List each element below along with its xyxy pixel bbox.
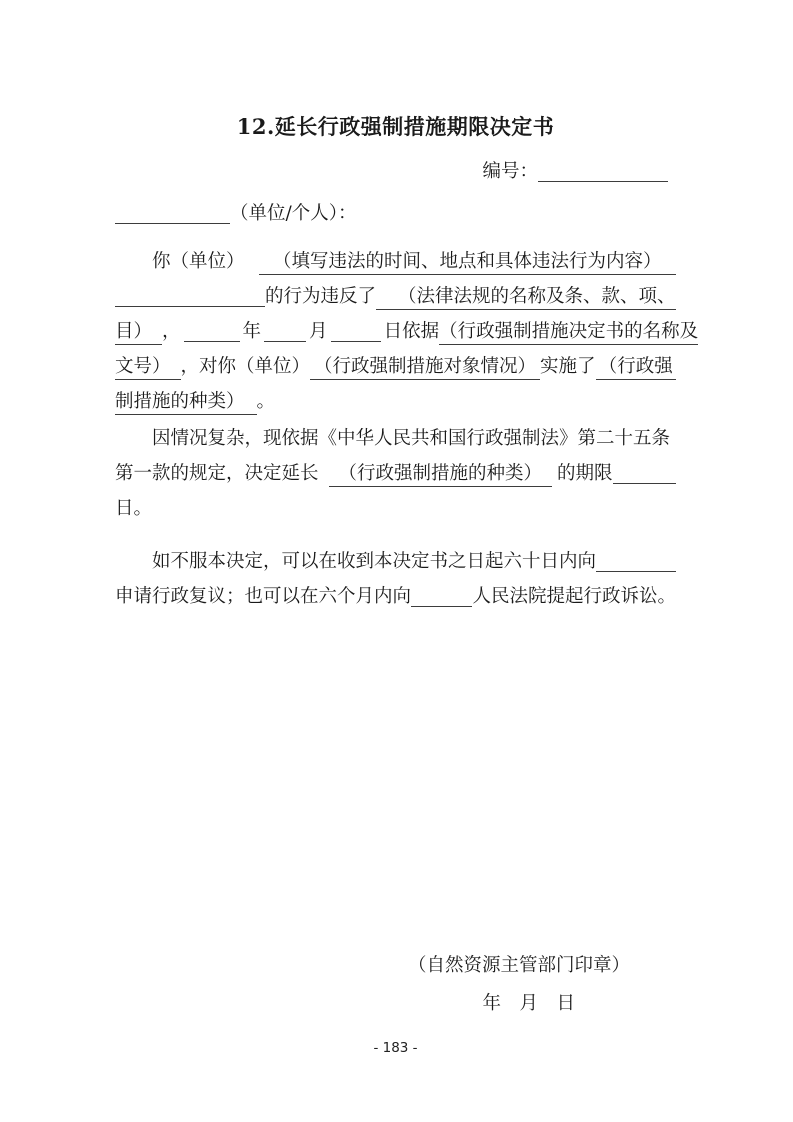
violation-content-blank: （填写违法的时间、地点和具体违法行为内容） — [259, 250, 676, 275]
paragraph-line — [115, 550, 676, 585]
reconsideration-organ-blank-field — [596, 569, 676, 572]
law-item-continuation: 目） — [115, 320, 162, 345]
extension-days-blank-field — [613, 481, 676, 484]
document-number-label: 编号： — [482, 161, 538, 182]
reconsideration-text: 如不服本决定，可以在收到本决定书之日起六十日内向 — [152, 551, 597, 572]
document-title: 12.延长行政强制措施期限决定书 — [236, 114, 555, 139]
paragraph-line — [115, 285, 676, 320]
paragraph-extension — [115, 427, 676, 532]
month-blank-field — [264, 339, 306, 342]
period-text: 。 — [256, 391, 276, 412]
court-name-blank-field — [411, 604, 472, 607]
document-number-line — [115, 160, 676, 195]
per-decision-text: 日依据 — [383, 321, 440, 342]
year-blank-field — [184, 339, 240, 342]
measure-target-blank: （行政强制措施对象情况） — [310, 355, 540, 380]
addressee-line — [115, 202, 676, 237]
paragraph-line — [115, 462, 676, 497]
paragraph-violation — [115, 250, 699, 425]
days-suffix-text: 日。 — [115, 498, 153, 519]
paragraph-line — [115, 355, 676, 390]
paragraph-line — [115, 320, 699, 355]
violation-subject-blank-field — [115, 304, 265, 307]
paragraph-line — [115, 427, 676, 462]
violated-text: 的行为违反了 — [265, 286, 377, 307]
paragraph-line — [115, 585, 676, 620]
paragraph-line — [115, 250, 676, 285]
page-number: - 183 - — [373, 1040, 418, 1056]
extension-decision-text: 第一款的规定，决定延长 — [115, 463, 319, 484]
litigation-text: 申请行政复议；也可以在六个月内向 — [115, 586, 412, 607]
to-you-text: ，对你（单位） — [180, 356, 311, 377]
measure-type-continuation: 制措施的种类） — [115, 390, 257, 415]
day-blank-field — [331, 339, 381, 342]
decision-doc-number-continuation: 文号） — [115, 355, 181, 380]
year-label: 年 — [242, 321, 262, 342]
signature-date: 年 月 日 — [482, 993, 575, 1014]
measure-type-blank-start: （行政强 — [596, 355, 676, 380]
extended-measure-type-blank: （行政强制措施的种类） — [329, 462, 553, 487]
month-label: 月 — [309, 321, 328, 342]
period-of-text: 的期限 — [557, 463, 613, 484]
court-suffix-text: 人民法院提起行政诉讼。 — [472, 586, 676, 607]
paragraph-line — [115, 497, 676, 532]
implemented-text: 实施了 — [540, 356, 596, 377]
law-name-blank: （法律法规的名称及条、款、项、 — [376, 285, 676, 310]
addressee-suffix: （单位/个人）： — [230, 203, 357, 224]
decision-doc-name-blank: （行政强制措施决定书的名称及 — [439, 320, 698, 345]
document-number-blank-field — [538, 179, 668, 182]
paragraph-line — [115, 390, 676, 425]
addressee-blank-field — [115, 221, 230, 224]
comma-text: ， — [162, 321, 181, 342]
paragraph-remedies — [115, 550, 676, 620]
violation-intro-text: 你（单位） — [152, 251, 245, 272]
seal-placeholder: （自然资源主管部门印章） — [407, 955, 630, 976]
extension-basis-text: 因情况复杂，现依据《中华人民共和国行政强制法》第二十五条 — [152, 428, 671, 449]
